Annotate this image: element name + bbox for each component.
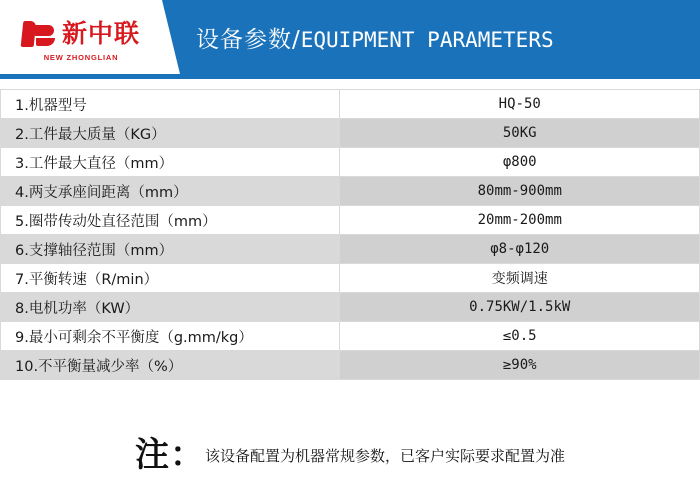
parameter-label: 6.支撑轴径范围（mm）	[1, 235, 340, 264]
footer-note	[0, 427, 700, 476]
parameter-label: 5.圈带传动处直径范围（mm）	[1, 206, 340, 235]
parameter-label: 9.最小可剩余不平衡度（g.mm/kg）	[1, 322, 340, 351]
parameter-value: HQ-50	[340, 90, 700, 119]
parameter-value: 20mm-200mm	[340, 206, 700, 235]
logo-row	[22, 19, 140, 49]
logo-english-name: NEW ZHONGLIAN	[43, 52, 119, 62]
parameter-value: ≥90%	[340, 351, 700, 380]
page-title-cn: 设备参数/	[196, 26, 301, 53]
table-row	[1, 351, 700, 380]
footer-note-prefix: 注：	[134, 435, 205, 475]
table-row	[1, 148, 700, 177]
table-body	[1, 90, 700, 380]
zhonglian-logo-mark-icon	[22, 19, 56, 49]
table-row	[1, 119, 700, 148]
parameter-value: 80mm-900mm	[340, 177, 700, 206]
parameter-label: 8.电机功率（KW）	[1, 293, 340, 322]
parameter-value: φ8-φ120	[340, 235, 700, 264]
parameter-label: 3.工件最大直径（mm）	[1, 148, 340, 177]
parameter-value: 0.75KW/1.5kW	[340, 293, 700, 322]
parameter-value: φ800	[340, 148, 700, 177]
parameter-label: 1.机器型号	[1, 90, 340, 119]
parameter-label: 4.两支承座间距离（mm）	[1, 177, 340, 206]
parameter-value: ≤0.5	[340, 322, 700, 351]
footer-note-text: 该设备配置为机器常规参数，已客户实际要求配置为准	[204, 447, 565, 465]
table-row	[1, 235, 700, 264]
parameter-label: 10.不平衡量减少率（%）	[1, 351, 340, 380]
company-logo	[0, 0, 162, 74]
equipment-parameters-table	[0, 89, 700, 380]
logo-chinese-name: 新中联	[61, 19, 140, 48]
table-row	[1, 206, 700, 235]
parameter-value: 变频调速	[340, 264, 700, 293]
header-divider	[0, 74, 700, 79]
parameter-value: 50KG	[340, 119, 700, 148]
page-title-en: EQUIPMENT PARAMETERS	[300, 27, 554, 52]
page-title	[162, 21, 554, 54]
parameter-label: 2.工件最大质量（KG）	[1, 119, 340, 148]
table-row	[1, 177, 700, 206]
title-bar	[162, 0, 700, 74]
page-header	[0, 0, 700, 74]
parameter-label: 7.平衡转速（R/min）	[1, 264, 340, 293]
table-row	[1, 90, 700, 119]
table-row	[1, 264, 700, 293]
table-row	[1, 293, 700, 322]
table-row	[1, 322, 700, 351]
